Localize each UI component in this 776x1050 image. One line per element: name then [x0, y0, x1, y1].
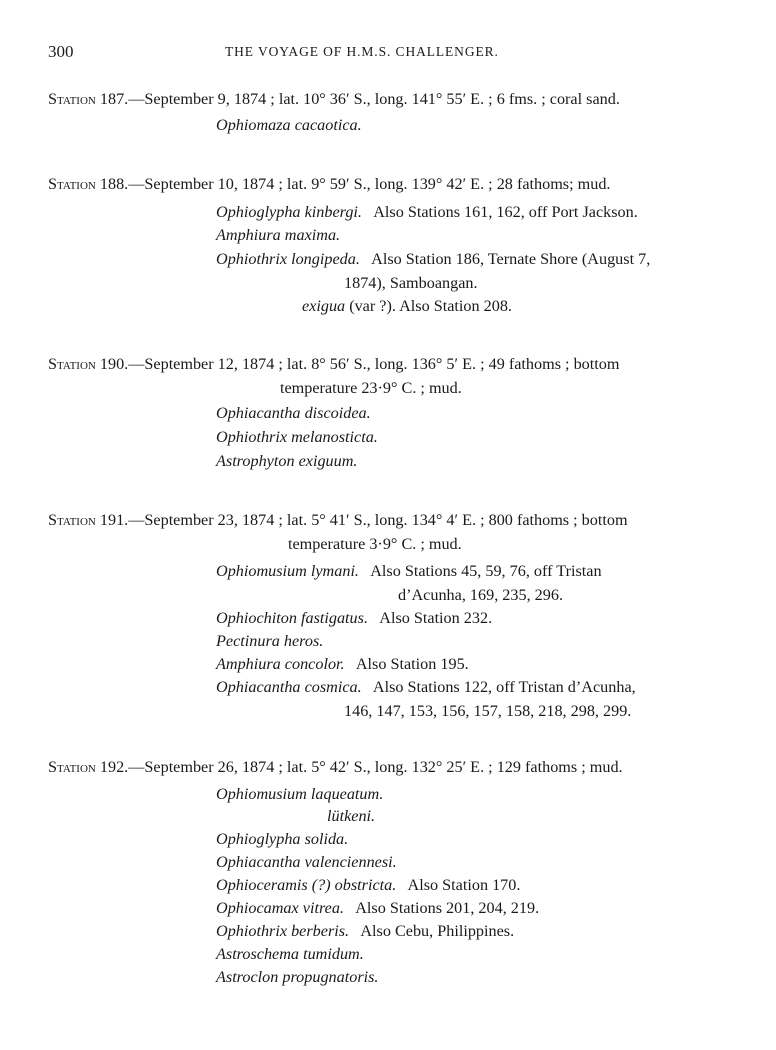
species-entry [216, 853, 397, 872]
species-note: Also Stations 201, 204, 219. [355, 899, 540, 917]
station-label: Station [48, 758, 96, 776]
species-name: Ophiocamax vitrea. [216, 899, 344, 917]
species-entry [216, 428, 378, 447]
station-details-continued: temperature 3·9° C. ; mud. [288, 535, 462, 553]
station-details: —September 26, 1874 ; lat. 5° 42′ S., long. 132° 25′ E. ; 129 fathoms ; mud. [128, 758, 623, 776]
species-name: Ophiomaza cacaotica. [216, 116, 362, 134]
station-details-continued: temperature 23·9° C. ; mud. [280, 379, 462, 397]
station-number: 188. [99, 175, 129, 193]
species-entry [216, 609, 492, 628]
species-entry [216, 632, 323, 651]
species-name: exigua [302, 297, 346, 315]
species-note: Also Station 232. [379, 609, 493, 627]
species-note: Also Stations 45, 59, 76, off Tristan [370, 562, 602, 580]
species-name: Ophiacantha valenciennesi. [216, 853, 397, 871]
species-name: Ophiomusium laqueatum. [216, 785, 384, 803]
station-label: Station [48, 90, 96, 108]
station-label: Station [48, 511, 96, 529]
species-entry [327, 807, 375, 826]
species-name: Astroclon propugnatoris. [216, 968, 379, 986]
species-name: Astrophyton exiguum. [216, 452, 358, 470]
species-entry [216, 968, 378, 987]
species-note-continued: 146, 147, 153, 156, 157, 158, 218, 298, 299. [344, 702, 632, 720]
species-note: (var ?). Also Station 208. [349, 297, 512, 315]
species-entry [216, 785, 383, 804]
species-name: Ophioglypha kinbergi. [216, 203, 362, 221]
species-entry [216, 203, 638, 222]
species-note: Also Station 186, Ternate Shore (August 7, [371, 250, 651, 268]
species-entry [216, 562, 602, 581]
species-entry [216, 226, 340, 245]
station-number: 191. [99, 511, 129, 529]
station-heading [48, 90, 620, 109]
species-name: Ophioglypha solida. [216, 830, 349, 848]
species-entry [302, 297, 512, 316]
species-name: Ophioceramis (?) obstricta. [216, 876, 397, 894]
species-note: Also Stations 161, 162, off Port Jackson. [373, 203, 638, 221]
station-label: Station [48, 355, 96, 373]
species-entry [216, 945, 364, 964]
species-note: Also Stations 122, off Tristan d’Acunha, [372, 678, 636, 696]
species-entry [216, 404, 371, 423]
species-name: lütkeni. [327, 807, 376, 825]
species-note-continued: 1874), Samboangan. [344, 274, 478, 292]
station-number: 187. [99, 90, 129, 108]
station-details: —September 12, 1874 ; lat. 8° 56′ S., long. 136° 5′ E. ; 49 fathoms ; bottom [128, 355, 620, 373]
station-details: —September 10, 1874 ; lat. 9° 59′ S., long. 139° 42′ E. ; 28 fathoms; mud. [128, 175, 611, 193]
species-entry [216, 655, 469, 674]
species-entry [216, 830, 348, 849]
species-note-continued: d’Acunha, 169, 235, 296. [398, 586, 563, 604]
station-heading [48, 511, 628, 530]
species-name: Ophiochiton fastigatus. [216, 609, 368, 627]
species-entry [216, 250, 650, 269]
species-entry [216, 922, 514, 941]
species-entry [216, 116, 362, 135]
station-heading [48, 758, 623, 777]
page-header [0, 42, 776, 64]
station-details: —September 9, 1874 ; lat. 10° 36′ S., long. 141° 55′ E. ; 6 fms. ; coral sand. [128, 90, 620, 108]
species-name: Astroschema tumidum. [216, 945, 364, 963]
species-name: Ophiothrix melanosticta. [216, 428, 378, 446]
species-entry [216, 899, 539, 918]
species-note: Also Station 195. [355, 655, 469, 673]
species-name: Ophiacantha discoidea. [216, 404, 371, 422]
station-label: Station [48, 175, 96, 193]
species-name: Ophiomusium lymani. [216, 562, 359, 580]
station-number: 190. [99, 355, 129, 373]
species-name: Ophiothrix berberis. [216, 922, 350, 940]
species-entry [216, 678, 636, 697]
species-name: Ophiacantha cosmica. [216, 678, 362, 696]
species-note: Also Station 170. [407, 876, 521, 894]
page-number: 300 [48, 42, 74, 61]
station-heading [48, 175, 610, 194]
species-note: Also Cebu, Philippines. [360, 922, 515, 940]
species-name: Pectinura heros. [216, 632, 324, 650]
species-entry [216, 452, 357, 471]
running-title: THE VOYAGE OF H.M.S. CHALLENGER. [225, 44, 499, 59]
species-name: Amphiura maxima. [216, 226, 341, 244]
species-name: Ophiothrix longipeda. [216, 250, 360, 268]
station-number: 192. [99, 758, 129, 776]
station-details: —September 23, 1874 ; lat. 5° 41′ S., long. 134° 4′ E. ; 800 fathoms ; bottom [128, 511, 628, 529]
species-entry [216, 876, 520, 895]
species-name: Amphiura concolor. [216, 655, 345, 673]
station-heading [48, 355, 619, 374]
